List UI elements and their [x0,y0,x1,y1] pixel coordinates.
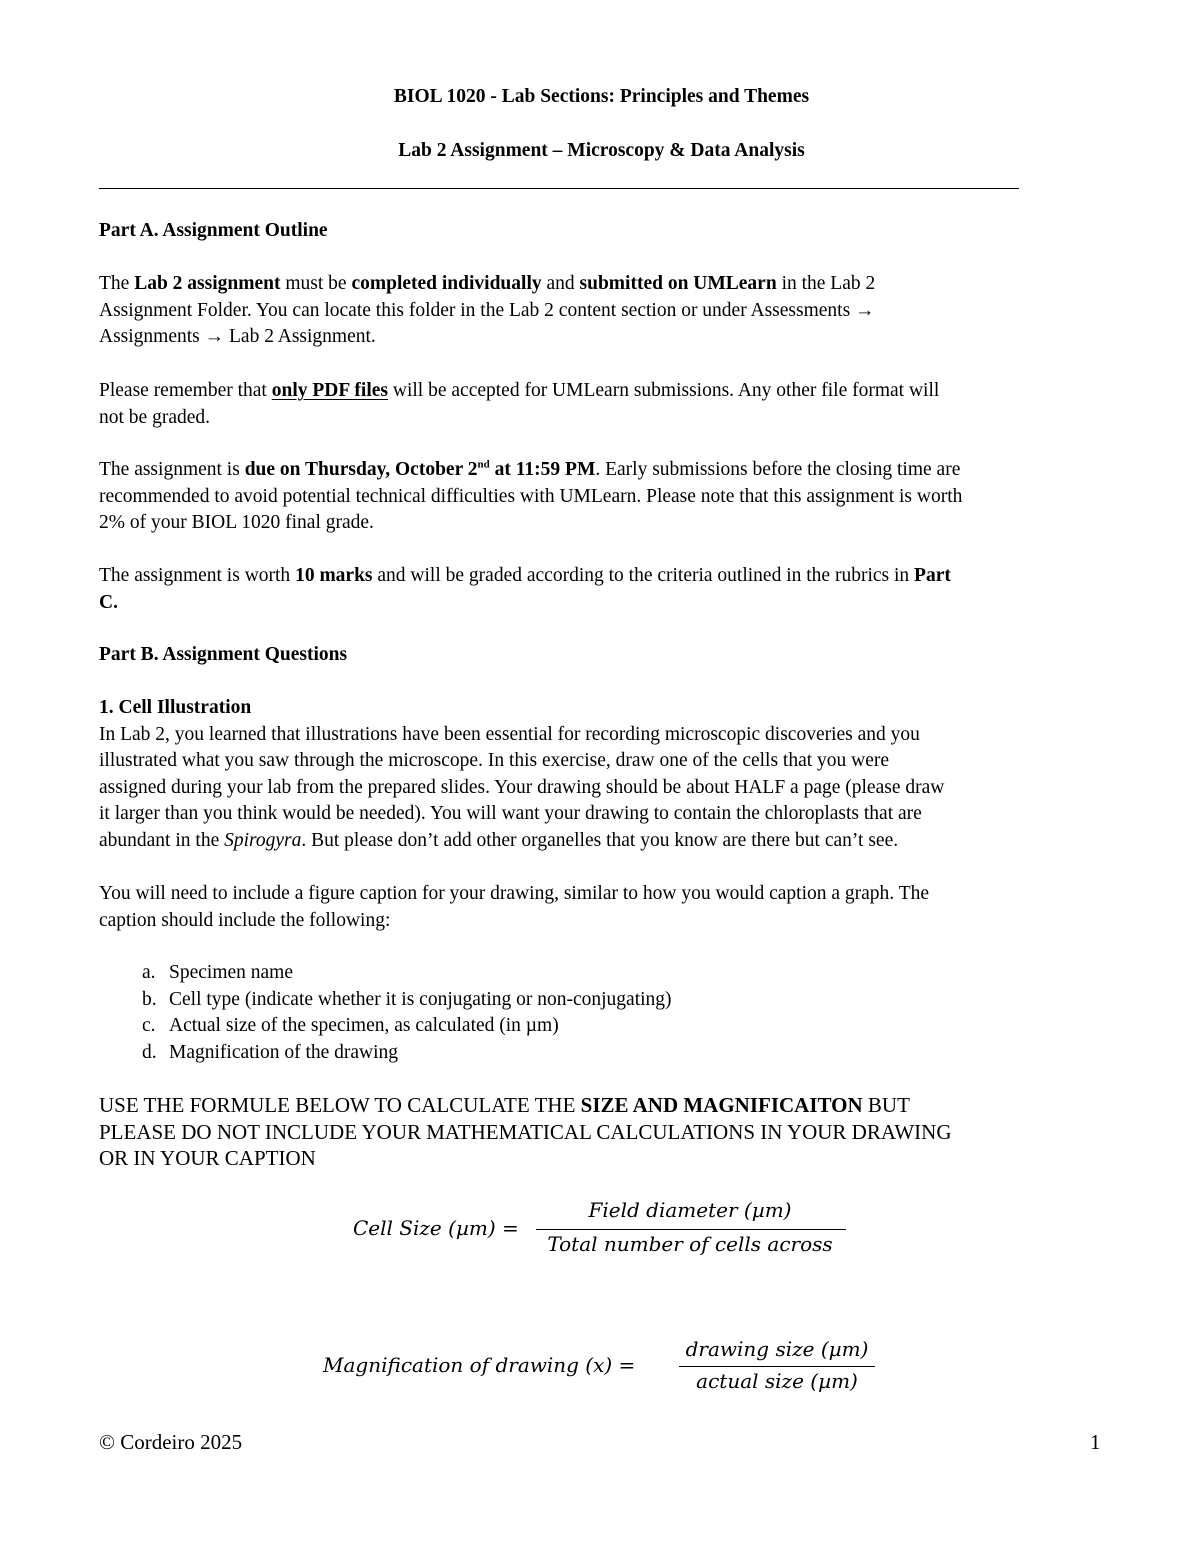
instruction-line: USE THE FORMULE BELOW TO CALCULATE THE SIZE AND MAGNIFICAITON BUT [99,1093,910,1117]
paragraph-line: The assignment is worth 10 marks and will be graded according to the criteria outlined in the rubrics in Part [99,565,951,586]
formula-lhs: Cell Size (µm) = [353,1216,519,1240]
list-item: a. Specimen name [142,962,293,983]
formula-denominator: Total number of cells across [547,1232,833,1256]
question-1-heading: 1. Cell Illustration [99,697,252,718]
caption-requirements-list [99,960,799,1066]
paragraph-line: In Lab 2, you learned that illustrations have been essential for recording microscopic discoveries and you [99,723,920,745]
part-a-paragraph-1 [99,271,875,351]
lab-title: Lab 2 Assignment – Microscopy & Data Analysis [398,140,805,161]
paragraph-line: abundant in the Spirogyra. But please don’t add other organelles that you know are there but can’t see. [99,829,899,851]
fraction-bar [679,1366,875,1367]
part-a-paragraph-2 [99,378,939,431]
formula-numerator: Field diameter (µm) [588,1198,792,1222]
paragraph-line: illustrated what you saw through the microscope. In this exercise, draw one of the cells that you were [99,750,890,771]
instruction-line: PLEASE DO NOT INCLUDE YOUR MATHEMATICAL CALCULATIONS IN YOUR DRAWING [99,1119,952,1144]
caption-instructions [99,881,929,934]
paragraph-line: The Lab 2 assignment must be completed individually and submitted on UMLearn in the Lab 2 [99,273,876,294]
paragraph-line: it larger than you think would be needed). You will want your drawing to contain the chloroplasts that are [99,803,922,824]
paragraph-line: not be graded. [99,406,211,428]
paragraph-line: Assignments → Lab 2 Assignment. [99,326,376,347]
title-divider [99,188,1019,189]
paragraph-line: caption should include the following: [99,909,391,931]
paragraph-line: Assignment Folder. You can locate this folder in the Lab 2 content section or under Assessments → [99,299,875,321]
list-item: c. Actual size of the specimen, as calculated (in µm) [142,1015,559,1036]
formula-lhs: Magnification of drawing (x) = [323,1353,636,1377]
part-a-paragraph-4 [99,563,951,616]
paragraph-line: C. [99,591,118,613]
page-number: 1 [1090,1430,1101,1454]
part-b-heading: Part B. Assignment Questions [99,644,348,665]
paragraph-line: You will need to include a figure caption for your drawing, similar to how you would caption a graph. The [99,883,930,904]
species-name: Spirogyra [224,829,302,851]
formula-numerator: drawing size (µm) [685,1337,869,1361]
due-date: due on Thursday, October 2nd at 11:59 PM [244,458,596,480]
question-1 [99,695,944,854]
formula-denominator: actual size (µm) [696,1369,858,1393]
pdf-only-emphasis: only PDF files [271,380,389,401]
formula-instructions [99,1092,951,1172]
course-title: BIOL 1020 - Lab Sections: Principles and Themes [393,86,810,107]
copyright-footer: © Cordeiro 2025 [99,1430,243,1454]
paragraph-line: The assignment is due on Thursday, October 2nd at 11:59 PM. Early submissions before the closing time are [99,458,961,480]
list-item: b. Cell type (indicate whether it is conjugating or non-conjugating) [142,988,672,1010]
instruction-line: OR IN YOUR CAPTION [99,1146,316,1170]
paragraph-line: 2% of your BIOL 1020 final grade. [99,512,374,533]
list-item: d. Magnification of the drawing [142,1041,399,1063]
paragraph-line: assigned during your lab from the prepared slides. Your drawing should be about HALF a page (please draw [99,776,945,798]
part-a-heading: Part A. Assignment Outline [99,220,328,241]
fraction-bar [536,1229,846,1230]
part-a-paragraph-3 [99,457,962,537]
paragraph-line: recommended to avoid potential technical difficulties with UMLearn. Please note that this assignment is worth [99,485,963,507]
paragraph-line: Please remember that only PDF files will be accepted for UMLearn submissions. Any other file format will [99,380,940,401]
